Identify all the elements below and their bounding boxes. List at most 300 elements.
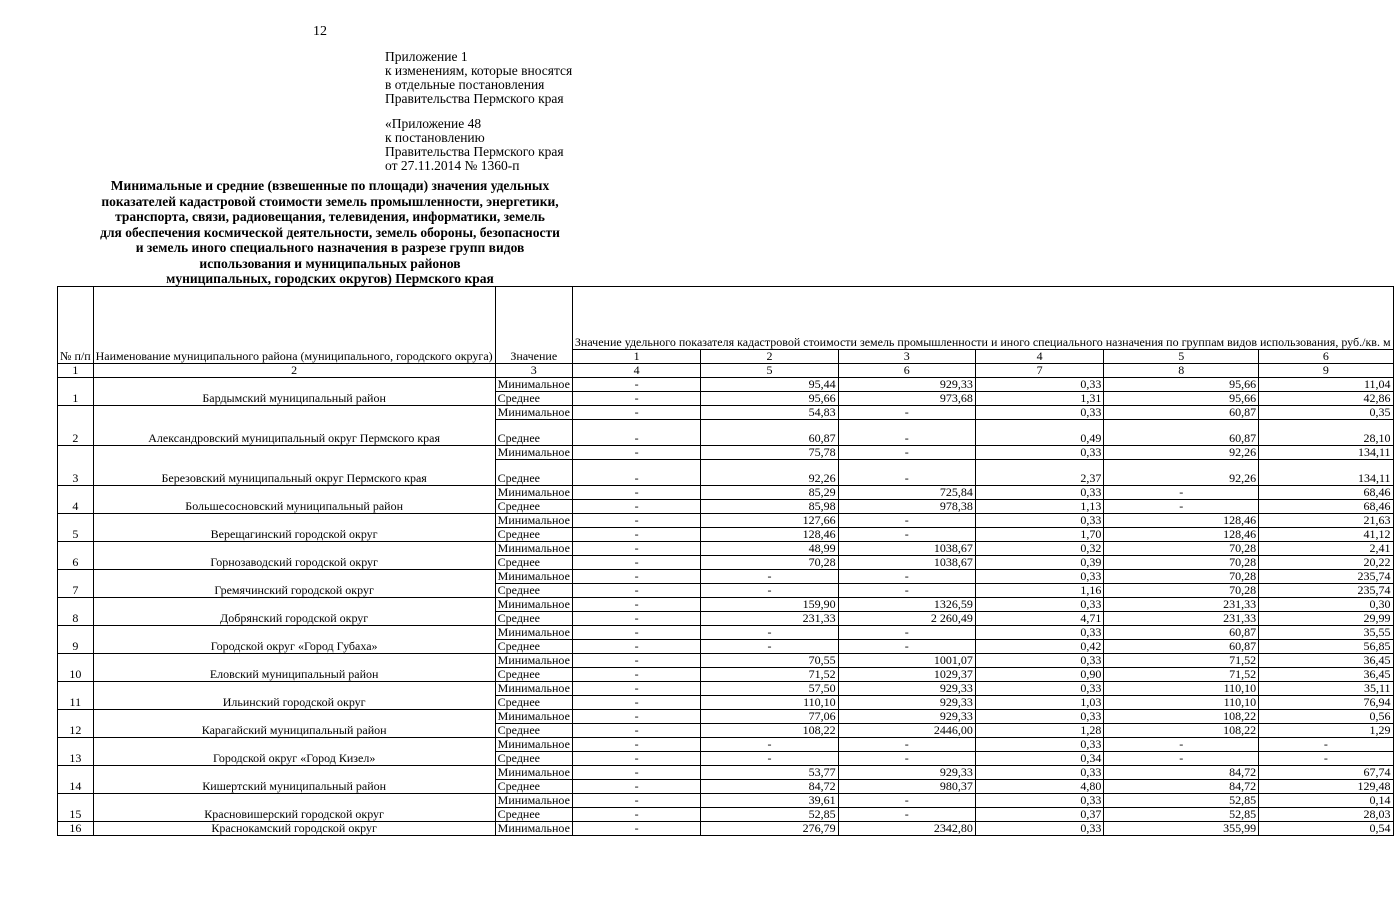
value-kind: Минимальное	[495, 486, 572, 500]
value-cell: 235,74	[1259, 570, 1393, 584]
column-number: 2	[93, 364, 495, 378]
value-cell: 1,28	[975, 724, 1104, 738]
appendix-1-line: Правительства Пермского края	[385, 91, 564, 106]
appendix-1-line: Приложение 1	[385, 49, 468, 64]
value-cell: 84,72	[1104, 780, 1259, 794]
column-number: 5	[701, 364, 838, 378]
value-cell: -	[572, 640, 701, 654]
value-cell: 52,85	[1104, 794, 1259, 808]
row-number: 9	[58, 626, 94, 654]
value-cell: -	[572, 392, 701, 406]
value-cell: -	[701, 752, 838, 766]
value-kind: Среднее	[495, 584, 572, 598]
value-cell: 0,33	[975, 486, 1104, 500]
district-name: Краснокамский городской округ	[93, 822, 495, 836]
value-cell: 0,33	[975, 682, 1104, 696]
appendix-1-line: в отдельные постановления	[385, 77, 545, 92]
value-cell: 71,52	[1104, 654, 1259, 668]
value-cell: 11,04	[1259, 378, 1393, 392]
value-cell: 0,42	[975, 640, 1104, 654]
row-number: 5	[58, 514, 94, 542]
district-name: Еловский муниципальный район	[93, 654, 495, 682]
value-cell: -	[572, 766, 701, 780]
value-cell: 0,33	[975, 570, 1104, 584]
column-number: 4	[572, 364, 701, 378]
header-kind: Значение	[495, 287, 572, 364]
value-kind: Среднее	[495, 392, 572, 406]
value-cell: 980,37	[838, 780, 975, 794]
table-row	[58, 654, 1394, 668]
value-cell: 108,22	[1104, 710, 1259, 724]
value-cell: 235,74	[1259, 584, 1393, 598]
district-name: Горнозаводский городской округ	[93, 542, 495, 570]
value-cell: 70,28	[1104, 584, 1259, 598]
value-cell: -	[572, 542, 701, 556]
value-cell: 60,87	[1104, 626, 1259, 640]
value-cell: -	[701, 738, 838, 752]
value-cell: 2446,00	[838, 724, 975, 738]
column-number: 8	[1104, 364, 1259, 378]
value-cell: -	[838, 514, 975, 528]
value-cell: -	[572, 626, 701, 640]
value-cell: -	[1104, 486, 1259, 500]
value-cell: -	[838, 808, 975, 822]
value-cell: -	[838, 794, 975, 808]
value-cell: 76,94	[1259, 696, 1393, 710]
value-kind: Минимальное	[495, 514, 572, 528]
table-row	[58, 486, 1394, 500]
table-row	[58, 822, 1394, 836]
value-kind: Минимальное	[495, 738, 572, 752]
value-cell: 159,90	[701, 598, 838, 612]
document-title	[40, 178, 620, 287]
value-cell: 92,26	[701, 460, 838, 486]
value-cell: 0,34	[975, 752, 1104, 766]
value-cell: 0,33	[975, 598, 1104, 612]
value-cell: -	[572, 710, 701, 724]
district-name: Ильинский городской округ	[93, 682, 495, 710]
value-kind: Среднее	[495, 696, 572, 710]
value-cell: 276,79	[701, 822, 838, 836]
value-cell: 41,12	[1259, 528, 1393, 542]
value-cell: 35,55	[1259, 626, 1393, 640]
value-cell: 0,33	[975, 766, 1104, 780]
value-cell: 231,33	[1104, 598, 1259, 612]
value-cell: -	[838, 406, 975, 420]
value-kind: Среднее	[495, 460, 572, 486]
value-cell: 1,31	[975, 392, 1104, 406]
value-cell: 0,54	[1259, 822, 1393, 836]
district-name: Карагайский муниципальный район	[93, 710, 495, 738]
value-kind: Среднее	[495, 780, 572, 794]
district-name: Гремячинский городской округ	[93, 570, 495, 598]
cadastral-value-table	[57, 286, 1394, 836]
value-cell: 56,85	[1259, 640, 1393, 654]
value-cell: -	[838, 626, 975, 640]
value-cell: -	[838, 570, 975, 584]
value-cell: -	[701, 640, 838, 654]
value-cell: 95,66	[1104, 378, 1259, 392]
value-cell: -	[572, 808, 701, 822]
district-name: Добрянский городской округ	[93, 598, 495, 626]
value-cell: 84,72	[1104, 766, 1259, 780]
value-cell: 973,68	[838, 392, 975, 406]
table-row	[58, 766, 1394, 780]
value-cell: 1,29	[1259, 724, 1393, 738]
header-row	[58, 287, 1394, 350]
value-cell: 108,22	[1104, 724, 1259, 738]
value-cell: 0,49	[975, 420, 1104, 446]
district-name: Александровский муниципальный округ Пермского края	[93, 406, 495, 446]
table-row	[58, 794, 1394, 808]
value-cell: 231,33	[701, 612, 838, 626]
value-kind: Минимальное	[495, 626, 572, 640]
value-cell: -	[572, 780, 701, 794]
value-cell: -	[572, 460, 701, 486]
value-cell: 52,85	[1104, 808, 1259, 822]
value-cell: -	[838, 420, 975, 446]
value-cell: 0,33	[975, 514, 1104, 528]
value-cell: 1038,67	[838, 556, 975, 570]
value-cell: 52,85	[701, 808, 838, 822]
value-cell: -	[572, 514, 701, 528]
value-cell: 4,71	[975, 612, 1104, 626]
value-cell: 36,45	[1259, 668, 1393, 682]
value-cell: -	[572, 406, 701, 420]
header-name: Наименование муниципального района (муниципального, городского округа)	[93, 287, 495, 364]
value-cell: 0,33	[975, 446, 1104, 460]
district-name: Березовский муниципальный округ Пермского края	[93, 446, 495, 486]
value-cell: 0,33	[975, 654, 1104, 668]
value-cell: 929,33	[838, 696, 975, 710]
value-cell: 71,52	[701, 668, 838, 682]
value-kind: Среднее	[495, 640, 572, 654]
header-group: 1	[572, 350, 701, 364]
value-cell: 92,26	[1104, 446, 1259, 460]
value-cell: 67,74	[1259, 766, 1393, 780]
title-line: транспорта, связи, радиовещания, телевидения, информатики, земель	[115, 209, 545, 224]
appendix-48-header	[385, 117, 564, 173]
row-number: 16	[58, 822, 94, 836]
title-line: использования и муниципальных районов	[199, 255, 461, 271]
row-number: 12	[58, 710, 94, 738]
table-row	[58, 626, 1394, 640]
value-cell: 0,39	[975, 556, 1104, 570]
value-cell: 0,33	[975, 738, 1104, 752]
column-numbers-row	[58, 364, 1394, 378]
value-cell: 20,22	[1259, 556, 1393, 570]
page-number: 12	[313, 24, 327, 39]
appendix-1-line: к изменениям, которые вносятся	[385, 63, 573, 78]
row-number: 13	[58, 738, 94, 766]
value-cell: 70,28	[1104, 542, 1259, 556]
table-row	[58, 710, 1394, 724]
value-cell: 978,38	[838, 500, 975, 514]
column-number: 6	[838, 364, 975, 378]
value-cell: -	[838, 460, 975, 486]
value-kind: Минимальное	[495, 542, 572, 556]
value-cell: 57,50	[701, 682, 838, 696]
value-cell: 2,37	[975, 460, 1104, 486]
table-row	[58, 542, 1394, 556]
value-kind: Минимальное	[495, 570, 572, 584]
value-cell: -	[1259, 752, 1393, 766]
title-line: и земель иного специального назначения в разрезе групп видов	[135, 240, 525, 255]
value-cell: 48,99	[701, 542, 838, 556]
value-cell: 108,22	[701, 724, 838, 738]
header-value-group: Значение удельного показателя кадастровой стоимости земель промышленности и иного специального назначения по группам видов использования, руб./кв. м	[572, 287, 1393, 350]
row-number: 7	[58, 570, 94, 598]
appendix-48-line: «Приложение 48	[385, 116, 482, 131]
value-cell: 85,98	[701, 500, 838, 514]
value-cell: -	[572, 696, 701, 710]
value-cell: 60,87	[1104, 420, 1259, 446]
value-cell: 60,87	[1104, 640, 1259, 654]
value-cell: 85,29	[701, 486, 838, 500]
table-row	[58, 446, 1394, 460]
value-kind: Среднее	[495, 420, 572, 446]
table-body	[58, 378, 1394, 836]
value-cell: 92,26	[1104, 460, 1259, 486]
value-cell: 929,33	[838, 378, 975, 392]
value-kind: Минимальное	[495, 654, 572, 668]
row-number: 14	[58, 766, 94, 794]
value-cell: -	[1104, 738, 1259, 752]
value-cell: -	[701, 626, 838, 640]
value-cell: 36,45	[1259, 654, 1393, 668]
value-cell: 1326,59	[838, 598, 975, 612]
column-number: 7	[975, 364, 1104, 378]
value-cell: 77,06	[701, 710, 838, 724]
value-cell: 54,83	[701, 406, 838, 420]
value-cell: 35,11	[1259, 682, 1393, 696]
value-cell: 0,33	[975, 378, 1104, 392]
value-kind: Минимальное	[495, 822, 572, 836]
table-row	[58, 514, 1394, 528]
value-cell: 0,33	[975, 626, 1104, 640]
title-line: Минимальные и средние (взвешенные по площади) значения удельных	[110, 178, 550, 193]
value-cell: -	[572, 612, 701, 626]
value-cell: 128,46	[1104, 528, 1259, 542]
value-kind: Минимальное	[495, 794, 572, 808]
value-kind: Среднее	[495, 724, 572, 738]
value-cell: 42,86	[1259, 392, 1393, 406]
value-cell: 71,52	[1104, 668, 1259, 682]
value-cell: 95,66	[1104, 392, 1259, 406]
value-cell: -	[572, 570, 701, 584]
value-cell: -	[572, 752, 701, 766]
value-cell: -	[1104, 752, 1259, 766]
row-number: 6	[58, 542, 94, 570]
table-row	[58, 598, 1394, 612]
value-cell: 2342,80	[838, 822, 975, 836]
value-cell: -	[572, 486, 701, 500]
value-cell: 60,87	[1104, 406, 1259, 420]
value-cell: -	[572, 724, 701, 738]
header-group: 5	[1104, 350, 1259, 364]
value-cell: 134,11	[1259, 446, 1393, 460]
value-kind: Среднее	[495, 528, 572, 542]
value-cell: 0,33	[975, 822, 1104, 836]
value-cell: 110,10	[1104, 696, 1259, 710]
appendix-48-line: от 27.11.2014 № 1360-п	[385, 158, 520, 173]
district-name: Городской округ «Город Губаха»	[93, 626, 495, 654]
value-cell: 95,44	[701, 378, 838, 392]
row-number: 15	[58, 794, 94, 822]
value-cell: -	[701, 570, 838, 584]
value-kind: Среднее	[495, 556, 572, 570]
value-kind: Среднее	[495, 808, 572, 822]
value-cell: 75,78	[701, 446, 838, 460]
district-name: Верещагинский городской округ	[93, 514, 495, 542]
value-cell: -	[572, 528, 701, 542]
value-kind: Среднее	[495, 612, 572, 626]
row-number: 4	[58, 486, 94, 514]
value-cell: -	[838, 584, 975, 598]
value-kind: Минимальное	[495, 378, 572, 392]
value-cell: -	[572, 794, 701, 808]
value-kind: Среднее	[495, 500, 572, 514]
value-kind: Среднее	[495, 668, 572, 682]
value-cell: 0,90	[975, 668, 1104, 682]
table-row	[58, 570, 1394, 584]
value-cell: 1029,37	[838, 668, 975, 682]
value-cell: 2,41	[1259, 542, 1393, 556]
row-number: 10	[58, 654, 94, 682]
value-cell: -	[572, 584, 701, 598]
value-cell: 70,28	[1104, 556, 1259, 570]
header-group: 4	[975, 350, 1104, 364]
table-row	[58, 682, 1394, 696]
value-cell: 134,11	[1259, 460, 1393, 486]
value-cell: 1001,07	[838, 654, 975, 668]
value-cell: -	[572, 420, 701, 446]
value-cell: 128,46	[701, 528, 838, 542]
district-name: Бардымский муниципальный район	[93, 378, 495, 406]
row-number: 8	[58, 598, 94, 626]
value-cell: 70,28	[1104, 570, 1259, 584]
value-cell: 929,33	[838, 682, 975, 696]
title-line: показателей кадастровой стоимости земель промышленности, энергетики,	[101, 193, 559, 209]
value-cell: -	[838, 752, 975, 766]
row-number: 1	[58, 378, 94, 406]
table-row	[58, 406, 1394, 420]
column-number: 3	[495, 364, 572, 378]
column-number: 1	[58, 364, 94, 378]
value-cell: -	[572, 738, 701, 752]
value-kind: Минимальное	[495, 682, 572, 696]
value-kind: Минимальное	[495, 710, 572, 724]
value-cell: 0,33	[975, 794, 1104, 808]
value-kind: Минимальное	[495, 406, 572, 420]
table-row	[58, 738, 1394, 752]
value-cell: -	[572, 598, 701, 612]
value-cell: -	[838, 738, 975, 752]
value-cell: -	[572, 378, 701, 392]
value-cell: 1038,67	[838, 542, 975, 556]
value-cell: -	[838, 446, 975, 460]
value-cell: 0,56	[1259, 710, 1393, 724]
district-name: Большесосновский муниципальный район	[93, 486, 495, 514]
column-number: 9	[1259, 364, 1393, 378]
value-cell: 70,55	[701, 654, 838, 668]
value-cell: 110,10	[1104, 682, 1259, 696]
value-cell: 355,99	[1104, 822, 1259, 836]
value-cell: 68,46	[1259, 486, 1393, 500]
value-cell: 1,13	[975, 500, 1104, 514]
value-cell: 110,10	[701, 696, 838, 710]
value-cell: 929,33	[838, 766, 975, 780]
header-num: № п/п	[58, 287, 94, 364]
district-name: Городской округ «Город Кизел»	[93, 738, 495, 766]
value-cell: 4,80	[975, 780, 1104, 794]
value-cell: 2 260,49	[838, 612, 975, 626]
value-cell: 68,46	[1259, 500, 1393, 514]
appendix-48-line: к постановлению	[385, 130, 485, 145]
value-cell: 29,99	[1259, 612, 1393, 626]
value-cell: -	[838, 640, 975, 654]
table-row	[58, 378, 1394, 392]
value-cell: 39,61	[701, 794, 838, 808]
value-cell: -	[572, 556, 701, 570]
value-cell: 70,28	[701, 556, 838, 570]
value-kind: Среднее	[495, 752, 572, 766]
value-cell: 127,66	[701, 514, 838, 528]
value-cell: 1,16	[975, 584, 1104, 598]
value-cell: 0,14	[1259, 794, 1393, 808]
value-cell: 0,33	[975, 406, 1104, 420]
value-cell: -	[572, 822, 701, 836]
value-cell: 929,33	[838, 710, 975, 724]
value-cell: 28,10	[1259, 420, 1393, 446]
value-cell: -	[838, 528, 975, 542]
value-cell: 0,30	[1259, 598, 1393, 612]
appendix-48-line: Правительства Пермского края	[385, 144, 564, 159]
value-cell: 53,77	[701, 766, 838, 780]
value-cell: -	[572, 668, 701, 682]
title-line: муниципальных, городских округов) Пермского края	[166, 271, 494, 286]
row-number: 11	[58, 682, 94, 710]
value-cell: -	[572, 500, 701, 514]
value-cell: 60,87	[701, 420, 838, 446]
value-cell: 128,46	[1104, 514, 1259, 528]
value-cell: 0,35	[1259, 406, 1393, 420]
value-cell: 28,03	[1259, 808, 1393, 822]
value-cell: -	[1259, 738, 1393, 752]
value-kind: Минимальное	[495, 598, 572, 612]
header-group: 3	[838, 350, 975, 364]
row-number: 2	[58, 406, 94, 446]
district-name: Красновишерский городской округ	[93, 794, 495, 822]
title-line: для обеспечения космической деятельности, земель обороны, безопасности	[100, 224, 560, 240]
value-cell: 0,33	[975, 710, 1104, 724]
value-cell: -	[701, 584, 838, 598]
value-kind: Минимальное	[495, 766, 572, 780]
value-cell: 725,84	[838, 486, 975, 500]
value-cell: -	[572, 654, 701, 668]
appendix-1-header	[385, 50, 572, 106]
header-group: 6	[1259, 350, 1393, 364]
value-cell: 1,70	[975, 528, 1104, 542]
value-cell: 21,63	[1259, 514, 1393, 528]
value-cell: -	[1104, 500, 1259, 514]
value-cell: -	[572, 446, 701, 460]
value-cell: 0,32	[975, 542, 1104, 556]
value-cell: 84,72	[701, 780, 838, 794]
value-cell: 0,37	[975, 808, 1104, 822]
value-cell: 231,33	[1104, 612, 1259, 626]
header-group: 2	[701, 350, 838, 364]
